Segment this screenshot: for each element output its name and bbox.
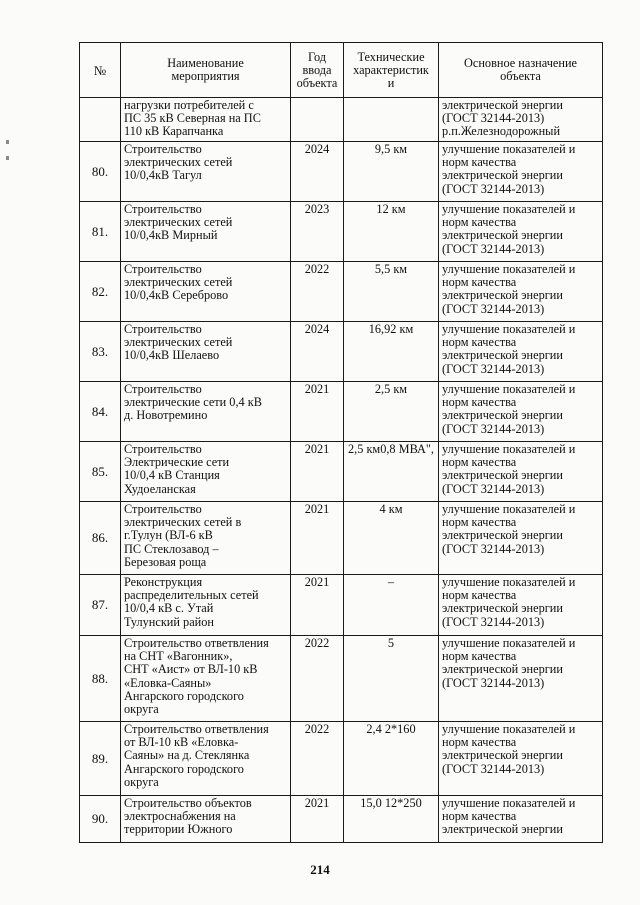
table-row [80, 575, 603, 636]
cell-text-line: электрических сетей [124, 215, 233, 230]
cell-text-line: 110 кВ Карапчанка [124, 124, 224, 139]
table-row [80, 442, 603, 502]
cell-text-line: (ГОСТ 32144-2013) [442, 481, 545, 496]
cell-text-line: норм качества [442, 395, 517, 410]
cell-text-line: Реконструкция [124, 575, 203, 589]
cell-text-line: улучшение показателей и [442, 575, 576, 589]
row-tech-spec: 2,5 км0,8 МВА", [344, 442, 439, 502]
table-row [80, 98, 603, 142]
cell-text-line: (ГОСТ 32144-2013) [442, 111, 545, 126]
cell-text-line: улучшение показателей и [442, 502, 576, 516]
header-number: № [80, 43, 121, 98]
cell-text-line: Строительство [124, 382, 202, 396]
cell-text-line: улучшение показателей и [442, 722, 576, 736]
cell-text-line: улучшение показателей и [442, 202, 576, 216]
cell-text-line: норм качества [442, 515, 517, 530]
cell-text-line: г.Тулун (ВЛ-6 кВ [124, 528, 213, 543]
cell-text-line: Строительство [124, 202, 202, 216]
page-number: 214 [310, 862, 330, 877]
cell-text-line: «Еловка-Саяны» [124, 675, 212, 690]
table-row [80, 322, 603, 382]
row-year: 2023 [291, 202, 344, 262]
cell-text-line: электрической энергии [442, 228, 563, 243]
cell-text-line: норм качества [442, 455, 517, 470]
row-year [291, 98, 344, 142]
row-purpose [439, 442, 603, 502]
cell-text-line: Березовая роща [124, 554, 207, 569]
header-tech [344, 43, 439, 98]
row-measure-name [121, 142, 291, 202]
cell-text-line: электрической энергии [442, 408, 563, 423]
table-row [80, 382, 603, 442]
cell-text-line: улучшение показателей и [442, 322, 576, 336]
table-body [80, 98, 603, 843]
cell-text-line: Худоеланская [124, 481, 196, 496]
header-purpose [439, 43, 603, 98]
row-measure-name [121, 382, 291, 442]
cell-text-line: от ВЛ-10 кВ «Еловка- [124, 735, 239, 750]
header-year [291, 43, 344, 98]
row-tech-spec: 2,5 км [344, 382, 439, 442]
table-row [80, 262, 603, 322]
row-number: 84. [80, 382, 121, 442]
cell-text-line: Ангарского городского [124, 761, 244, 776]
cell-text-line: норм качества [442, 275, 517, 290]
row-number: 82. [80, 262, 121, 322]
cell-text-line: электрической энергии [442, 288, 563, 303]
row-purpose [439, 636, 603, 722]
cell-text-line: норм качества [442, 809, 517, 824]
cell-text-line: Тулунский район [124, 614, 214, 629]
row-measure-name [121, 502, 291, 575]
row-year: 2022 [291, 262, 344, 322]
cell-text-line: электрических сетей [124, 275, 233, 290]
row-year: 2022 [291, 636, 344, 722]
row-tech-spec: 4 км [344, 502, 439, 575]
cell-text-line: Строительство ответвления [124, 636, 269, 650]
cell-text-line: Строительство [124, 502, 202, 516]
row-measure-name [121, 322, 291, 382]
row-number: 85. [80, 442, 121, 502]
row-purpose [439, 382, 603, 442]
row-purpose [439, 502, 603, 575]
cell-text-line: ПС 35 кВ Северная на ПС [124, 111, 261, 126]
cell-text-line: 10/0,4кВ Мирный [124, 228, 218, 243]
row-tech-spec: – [344, 575, 439, 636]
cell-text-line: норм качества [442, 735, 517, 750]
row-measure-name [121, 575, 291, 636]
cell-text-line: электрических сетей [124, 155, 233, 170]
cell-text-line: (ГОСТ 32144-2013) [442, 614, 545, 629]
row-tech-spec: 9,5 км [344, 142, 439, 202]
row-measure-name [121, 98, 291, 142]
cell-text-line: (ГОСТ 32144-2013) [442, 541, 545, 556]
cell-text-line: электрической энергии [442, 822, 563, 837]
cell-text-line: Саяны» на д. Стеклянка [124, 748, 250, 763]
row-tech-spec: 5 [344, 636, 439, 722]
cell-text-line: (ГОСТ 32144-2013) [442, 361, 545, 376]
cell-text-line: 10/0,4кВ Шелаево [124, 348, 220, 363]
row-tech-spec: 12 км [344, 202, 439, 262]
row-measure-name [121, 636, 291, 722]
row-number: 89. [80, 722, 121, 796]
cell-text-line: ввода [302, 62, 332, 77]
table-row [80, 796, 603, 843]
cell-text-line: Основное назначение [464, 56, 577, 70]
cell-text-line: Строительство объектов [124, 796, 252, 810]
row-number: 83. [80, 322, 121, 382]
row-tech-spec: 16,92 км [344, 322, 439, 382]
cell-text-line: норм качества [442, 155, 517, 170]
cell-text-line: ПС Стеклозавод – [124, 541, 219, 556]
cell-text-line: электрической энергии [442, 98, 563, 112]
cell-text-line: (ГОСТ 32144-2013) [442, 761, 545, 776]
cell-text-line: улучшение показателей и [442, 142, 576, 156]
cell-text-line: округа [124, 702, 159, 717]
row-number: 81. [80, 202, 121, 262]
row-purpose [439, 322, 603, 382]
cell-text-line: объекта [500, 69, 541, 83]
cell-text-line: электрических сетей [124, 335, 233, 350]
cell-text-line: электроснабжения на [124, 809, 236, 824]
row-purpose [439, 202, 603, 262]
row-tech-spec: 15,0 12*250 [344, 796, 439, 843]
table-row [80, 202, 603, 262]
cell-text-line: Строительство [124, 442, 202, 456]
cell-text-line: Год [307, 49, 327, 64]
cell-text-line: (ГОСТ 32144-2013) [442, 675, 545, 690]
cell-text-line: улучшение показателей и [442, 796, 576, 810]
cell-text-line: 10/0,4 кВ с. Утай [124, 601, 214, 616]
cell-text-line: (ГОСТ 32144-2013) [442, 181, 545, 196]
cell-text-line: улучшение показателей и [442, 442, 576, 456]
row-number: 86. [80, 502, 121, 575]
cell-text-line: Строительство ответвления [124, 722, 269, 736]
row-purpose [439, 142, 603, 202]
cell-text-line: Строительство [124, 322, 202, 336]
cell-text-line: улучшение показателей и [442, 262, 576, 276]
cell-text-line: электрической энергии [442, 748, 563, 763]
cell-text-line: Наименование [167, 56, 244, 70]
row-purpose [439, 262, 603, 322]
cell-text-line: норм качества [442, 215, 517, 230]
cell-text-line: р.п.Железнодорожный [442, 124, 561, 139]
row-year: 2022 [291, 722, 344, 796]
cell-text-line: электрической энергии [442, 662, 563, 677]
cell-text-line: характеристик [353, 62, 429, 77]
cell-text-line: округа [124, 774, 159, 789]
row-purpose [439, 796, 603, 843]
cell-text-line: Строительство [124, 262, 202, 276]
cell-text-line: Ангарского городского [124, 688, 244, 703]
table-row [80, 722, 603, 796]
cell-text-line: нагрузки потребителей с [124, 98, 254, 112]
cell-text-line: улучшение показателей и [442, 382, 576, 396]
row-measure-name [121, 722, 291, 796]
cell-text-line: улучшение показателей и [442, 636, 576, 650]
cell-text-line: (ГОСТ 32144-2013) [442, 301, 545, 316]
cell-text-line: (ГОСТ 32144-2013) [442, 241, 545, 256]
row-measure-name [121, 202, 291, 262]
row-number: 90. [80, 796, 121, 843]
cell-text-line: 10/0,4кВ Тагул [124, 168, 202, 183]
row-number: 80. [80, 142, 121, 202]
row-number: 87. [80, 575, 121, 636]
cell-text-line: мероприятия [171, 69, 240, 83]
cell-text-line: Технические [357, 49, 425, 64]
cell-text-line: Электрические сети [124, 455, 230, 470]
row-number [80, 98, 121, 142]
row-year: 2024 [291, 142, 344, 202]
cell-text-line: распределительных сетей [124, 588, 259, 603]
row-number: 88. [80, 636, 121, 722]
row-year: 2021 [291, 382, 344, 442]
row-tech-spec [344, 98, 439, 142]
cell-text-line: электрические сети 0,4 кВ [124, 395, 262, 410]
row-year: 2021 [291, 442, 344, 502]
cell-text-line: норм качества [442, 588, 517, 603]
table-row [80, 502, 603, 575]
row-year: 2021 [291, 502, 344, 575]
cell-text-line: Строительство [124, 142, 202, 156]
row-purpose [439, 98, 603, 142]
row-year: 2021 [291, 796, 344, 843]
cell-text-line: электрической энергии [442, 348, 563, 363]
measures-table [79, 42, 603, 843]
cell-text-line: электрической энергии [442, 528, 563, 543]
table-row [80, 636, 603, 722]
cell-text-line: электрической энергии [442, 468, 563, 483]
header-name [121, 43, 291, 98]
scan-margin-mark [6, 156, 9, 160]
row-measure-name [121, 442, 291, 502]
row-purpose [439, 575, 603, 636]
cell-text-line: (ГОСТ 32144-2013) [442, 421, 545, 436]
row-measure-name [121, 796, 291, 843]
cell-text-line: 10/0,4 кВ Станция [124, 468, 220, 483]
cell-text-line: 10/0,4кВ Сереброво [124, 288, 229, 303]
cell-text-line: электрической энергии [442, 168, 563, 183]
table-row [80, 142, 603, 202]
row-year: 2024 [291, 322, 344, 382]
cell-text-line: норм качества [442, 649, 517, 664]
cell-text-line: территории Южного [124, 822, 233, 837]
cell-text-line: СНТ «Аист» от ВЛ-10 кВ [124, 662, 258, 677]
cell-text-line: д. Новотремино [124, 408, 208, 423]
row-year: 2021 [291, 575, 344, 636]
row-measure-name [121, 262, 291, 322]
row-purpose [439, 722, 603, 796]
cell-text-line: на СНТ «Вагонник», [124, 649, 233, 664]
cell-text-line: норм качества [442, 335, 517, 350]
table-header-row [80, 43, 603, 98]
cell-text-line: объекта [296, 75, 338, 90]
row-tech-spec: 5,5 км [344, 262, 439, 322]
scan-margin-mark [6, 140, 9, 144]
row-tech-spec: 2,4 2*160 [344, 722, 439, 796]
cell-text-line: электрических сетей в [124, 515, 242, 530]
cell-text-line: электрической энергии [442, 601, 563, 616]
cell-text-line: и [387, 75, 395, 90]
